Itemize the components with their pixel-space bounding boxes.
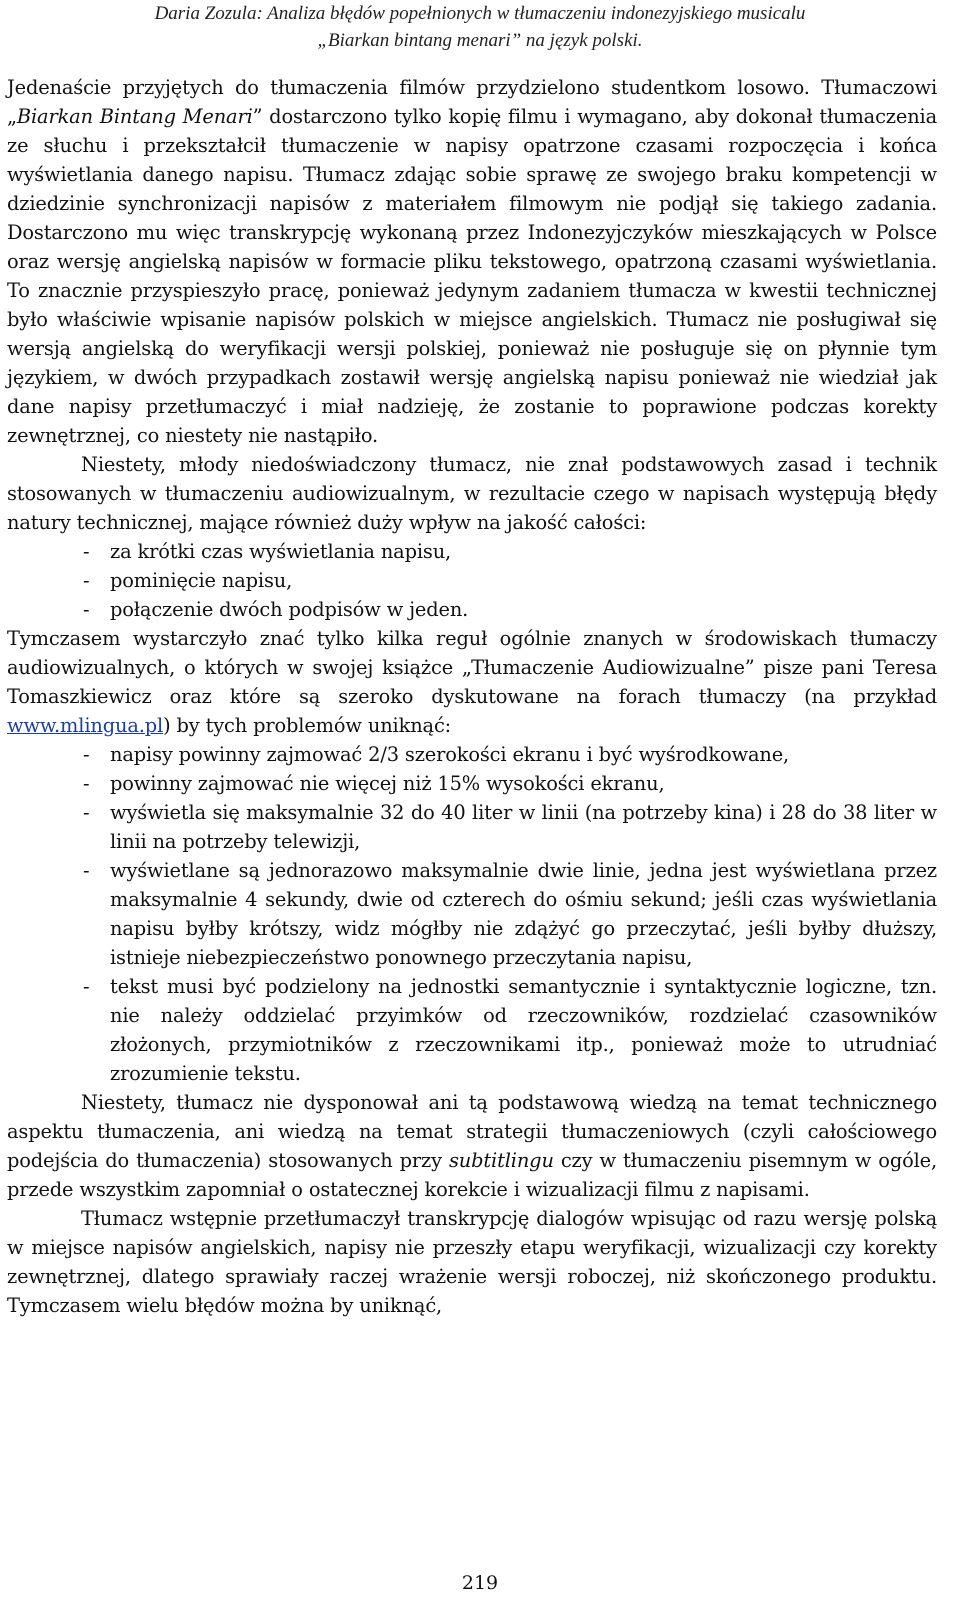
paragraph-3-text-b: ) by tych problemów uniknąć: bbox=[163, 714, 452, 737]
header-line-1: Daria Zozula: Analiza błędów popełnionych w tłumaczeniu indonezyjskiego musicalu bbox=[154, 3, 806, 24]
paragraph-3-text-a: Tymczasem wystarczyło znać tylko kilka reguł ogólnie znanych w środowiskach tłumaczy audiowizualnych, o których w swojej książce „Tłumaczenie Audiowizualne” pisze pani Teresa Tomaszkiewicz oraz które są szeroko dyskutowane na forach tłumaczy (na przykład bbox=[7, 627, 937, 708]
list-item: - wyświetlane są jednorazowo maksymalnie dwie linie, jedna jest wyświetlana przez maksymalnie 4 sekundy, dwie od czterech do ośmiu sekund; jeśli czas wyświetlania napisu byłby krótszy, widz mógłby nie zdążyć go przeczytać, jeśli byłby dłuższy, istnieje niebezpieczeństwo ponownego przeczytania napisu, bbox=[110, 856, 937, 972]
paragraph-3 bbox=[7, 624, 937, 740]
paragraph-1 bbox=[7, 73, 937, 450]
paragraph-5: Tłumacz wstępnie przetłumaczył transkrypcję dialogów wpisując od razu wersję polską w miejsce napisów angielskich, napisy nie przeszły etapu weryfikacji, wizualizacji czy korekty zewnętrznej, dlatego sprawiały raczej wrażenie wersji roboczej, niż skończonego produktu. Tymczasem wielu błędów można by uniknąć, bbox=[7, 1207, 937, 1317]
subtitling-term: subtitlingu bbox=[449, 1149, 554, 1172]
paragraph-4-text-a: Niestety, tłumacz nie dysponował ani tą podstawową wiedzą na temat technicznego aspektu tłumaczenia, ani wiedzą na temat strategii tłumaczeniowych (czyli całościowego podejścia do tłumaczenia) stosowanych przy bbox=[7, 1091, 937, 1172]
list-item: - tekst musi być podzielony na jednostki semantycznie i syntaktycznie logiczne, tzn. nie należy oddzielać przyimków od rzeczowników, rozdzielać czasowników złożonych, przymiotników z rzeczownikami itp., ponieważ może to utrudniać zrozumienie tekstu. bbox=[110, 972, 937, 1088]
paragraph-2: Niestety, młody niedoświadczony tłumacz, nie znał podstawowych zasad i technik stosowanych w tłumaczeniu audiowizualnym, w rezultacie czego w napisach występują błędy natury technicznej, mające również duży wpływ na jakość całości: bbox=[7, 453, 937, 534]
film-title: Biarkan Bintang Menari bbox=[16, 105, 253, 128]
running-header bbox=[0, 0, 960, 54]
paragraph-1-text-a: Jedenaście przyjętych do tłumaczenia filmów przydzielono studentkom losowo. Tłumaczowi „ bbox=[7, 76, 937, 128]
page-number: 219 bbox=[461, 1572, 499, 1594]
paragraph-4 bbox=[7, 1088, 937, 1204]
list-item: - powinny zajmować nie więcej niż 15% wysokości ekranu, bbox=[110, 769, 937, 798]
list-item: - pominięcie napisu, bbox=[110, 566, 937, 595]
rules-list bbox=[7, 740, 937, 1088]
header-line-2: „Biarkan bintang menari” na język polski. bbox=[317, 30, 643, 51]
list-item: - napisy powinny zajmować 2/3 szerokości ekranu i być wyśrodkowane, bbox=[110, 740, 937, 769]
paragraph-1-text-b: ” dostarczono tylko kopię filmu i wymagano, aby dokonał tłumaczenia ze słuchu i przekształcił tłumaczenie w napisy opatrzone czasami rozpoczęcia i końca wyświetlania danego napisu. Tłumacz zdając sobie sprawę ze swojego braku kompetencji w dziedzinie synchronizacji napisów z materiałem filmowym nie podjął się takiego zadania. Dostarczono mu więc transkrypcję wykonaną przez Indonezyjczyków mieszkających w Polsce oraz wersję angielską napisów w formacie pliku tekstowego, opatrzoną czasami wyświetlania. To znacznie przyspieszyło pracę, ponieważ jedynym zadaniem tłumacza w kwestii technicznej było właściwie wpisanie napisów polskich w miejsce angielskich. Tłumacz nie posługiwał się wersją angielską do weryfikacji wersji polskiej, ponieważ nie posługuje się on płynnie tym językiem, w dwóch przypadkach zostawił wersję angielską napisu ponieważ nie wiedział jak dane napisy przetłumaczyć i miał nadzieję, że zostanie to poprawione podczas korekty zewnętrznej, co niestety nie nastąpiło. bbox=[7, 105, 937, 447]
list-item: - za krótki czas wyświetlania napisu, bbox=[110, 537, 937, 566]
list-item: - wyświetla się maksymalnie 32 do 40 liter w linii (na potrzeby kina) i 28 do 38 liter w linii na potrzeby telewizji, bbox=[110, 798, 937, 856]
error-list bbox=[7, 537, 937, 624]
paragraph-4-text-b: czy w tłumaczeniu pisemnym w ogóle, przede wszystkim zapomniał o ostatecznej korekcie i wizualizacji filmu z napisami. bbox=[7, 1149, 937, 1201]
document-body bbox=[7, 73, 937, 1320]
mlingua-link[interactable]: www.mlingua.pl bbox=[7, 714, 164, 737]
list-item: - połączenie dwóch podpisów w jeden. bbox=[110, 595, 937, 624]
